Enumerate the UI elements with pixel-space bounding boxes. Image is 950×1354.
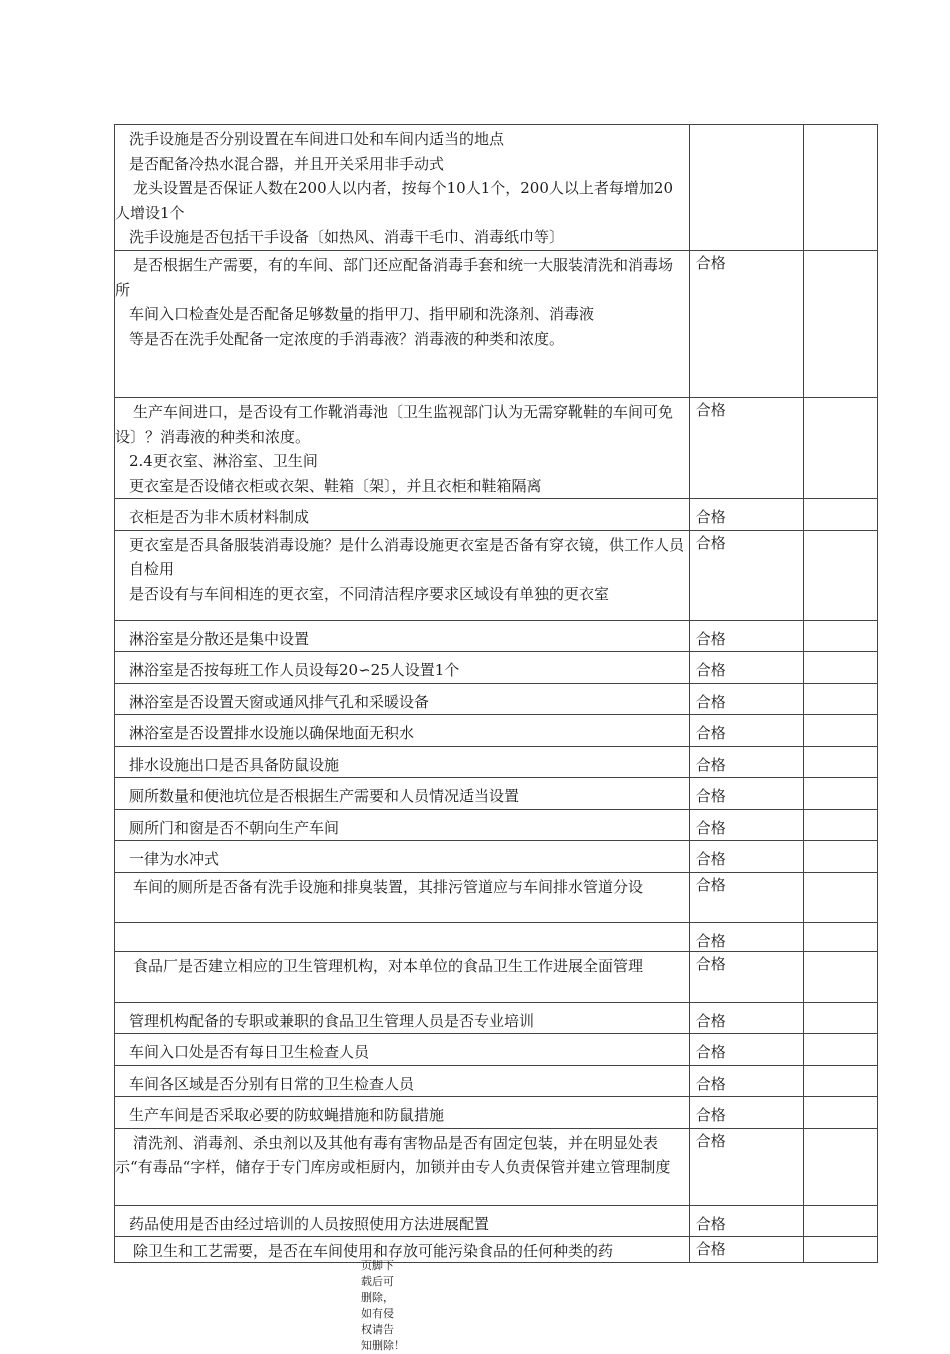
status-cell (689, 1002, 803, 1034)
item-cell (115, 951, 690, 1002)
remark-cell (803, 715, 877, 747)
item-text: 一律为水冲式 (129, 850, 220, 868)
item-text: 清洗剂、消毒剂、杀虫剂以及其他有毒有害物品是否有固定包装，并在明显处表示“有毒品“字样，储存于专门库房或柜厨内，加锁并由专人负责保管并建立管理制度 (115, 1133, 671, 1176)
status-cell (689, 872, 803, 922)
table-row (115, 1065, 878, 1097)
item-cell (115, 499, 690, 531)
remark-cell (803, 951, 877, 1002)
item-text: 淋浴室是否按每班工作人员设每20∽25人设置1个 (129, 661, 460, 679)
item-text: 洗手设施是否包括干手设备〔如热风、消毒干毛巾、消毒纸巾等〕 (129, 228, 565, 246)
status-text: 合格 (695, 629, 726, 648)
status-cell (689, 1205, 803, 1237)
table-row (115, 715, 878, 747)
item-text: 厕所门和窗是否不朝向生产车间 (129, 818, 340, 837)
table-row (115, 841, 878, 873)
table-row (115, 499, 878, 531)
status-cell (689, 499, 803, 531)
item-cell (115, 620, 690, 652)
item-text: 除卫生和工艺需要，是否在车间使用和存放可能污染食品的任何种类的药 (133, 1242, 614, 1260)
item-cell (115, 715, 690, 747)
remark-cell (803, 125, 877, 251)
item-text: 是否根据生产需要，有的车间、部门还应配备消毒手套和统一大服装清洗和消毒场所 (115, 256, 674, 299)
remark-cell (803, 1034, 877, 1066)
status-text: 合格 (695, 661, 726, 679)
item-text: 洗手设施是否分别设置在车间进口处和车间内适当的地点 (129, 130, 505, 148)
table-row (115, 530, 878, 620)
status-cell (689, 683, 803, 715)
footer-line: 知删除！ (361, 1339, 405, 1352)
remark-cell (803, 530, 877, 620)
item-cell (115, 652, 690, 684)
item-text: 车间入口检查处是否配备足够数量的指甲刀、指甲刷和洗涤剂、消毒液 (129, 305, 595, 323)
table-row (115, 1002, 878, 1034)
remark-cell (803, 746, 877, 778)
item-text: 排水设施出口是否具备防鼠设施 (129, 755, 340, 774)
item-cell (115, 530, 690, 620)
remark-cell (803, 683, 877, 715)
table-row (115, 872, 878, 922)
item-text: 厕所数量和便池坑位是否根据生产需要和人员情况适当设置 (129, 787, 520, 805)
footer-line: 载后可 (361, 1275, 394, 1288)
remark-cell (803, 652, 877, 684)
status-text: 合格 (695, 724, 726, 742)
status-cell (689, 530, 803, 620)
status-cell (689, 620, 803, 652)
remark-cell (803, 809, 877, 841)
status-text: 合格 (695, 1131, 726, 1150)
item-cell (115, 922, 690, 951)
remark-cell (803, 499, 877, 531)
item-cell (115, 398, 690, 499)
item-cell (115, 125, 690, 251)
status-cell (689, 251, 803, 398)
status-text: 合格 (695, 1043, 726, 1061)
remark-cell (803, 841, 877, 873)
table-row (115, 922, 878, 951)
footer-line: 如有侵 (361, 1307, 394, 1320)
item-text: 2.4更衣室、淋浴室、卫生间 (129, 452, 318, 470)
table-row (115, 251, 878, 398)
item-cell (115, 1034, 690, 1066)
status-text: 合格 (695, 875, 726, 894)
table-row (115, 778, 878, 810)
item-text: 更衣室是否具备服装消毒设施？是什么消毒设施更衣室是否备有穿衣镜，供工作人员自检用 (129, 535, 685, 578)
item-text: 药品使用是否由经过培训的人员按照使用方法进展配置 (129, 1214, 490, 1233)
remark-cell (803, 620, 877, 652)
item-text: 淋浴室是否设置天窗或通风排气孔和采暖设备 (129, 692, 430, 711)
inspection-table (114, 124, 878, 1263)
item-text: 车间的厕所是否备有洗手设施和排臭装置，其排污管道应与车间排水管道分设 (133, 877, 644, 896)
remark-cell (803, 398, 877, 499)
status-text: 合格 (695, 954, 726, 973)
item-cell (115, 1002, 690, 1034)
item-text: 车间各区域是否分别有日常的卫生检查人员 (129, 1074, 415, 1093)
status-text: 合格 (695, 818, 726, 837)
item-text: 生产车间是否采取必要的防蚊蝇措施和防鼠措施 (129, 1106, 445, 1124)
status-cell (689, 951, 803, 1002)
table-row (115, 1237, 878, 1263)
status-text: 合格 (695, 1011, 726, 1030)
table-row (115, 951, 878, 1002)
status-cell (689, 1065, 803, 1097)
status-text: 合格 (695, 1106, 726, 1124)
item-cell (115, 872, 690, 922)
status-text: 合格 (695, 254, 726, 272)
item-cell (115, 778, 690, 810)
footer-line: 权请告 (361, 1323, 394, 1336)
footer-line: 页脚下 (361, 1259, 394, 1272)
table-row (115, 1128, 878, 1205)
status-cell (689, 398, 803, 499)
remark-cell (803, 1065, 877, 1097)
remark-cell (803, 251, 877, 398)
table-row (115, 1205, 878, 1237)
item-cell (115, 1205, 690, 1237)
status-text (690, 125, 803, 127)
status-cell (689, 809, 803, 841)
page-footer (361, 1258, 413, 1354)
status-cell (689, 652, 803, 684)
status-text: 合格 (695, 508, 726, 526)
table-row (115, 652, 878, 684)
item-cell (115, 746, 690, 778)
item-text: 车间入口处是否有每日卫生检查人员 (129, 1043, 370, 1061)
item-text: 更衣室是否设储衣柜或衣架、鞋箱〔架〕，并且衣柜和鞋箱隔离 (129, 476, 542, 495)
item-text: 是否配备冷热水混合器，并且开关采用非手动式 (129, 154, 445, 173)
status-text: 合格 (695, 931, 726, 950)
status-cell (689, 746, 803, 778)
table-row (115, 809, 878, 841)
status-cell (689, 125, 803, 251)
status-cell (689, 841, 803, 873)
remark-cell (803, 1205, 877, 1237)
table-row (115, 1097, 878, 1129)
item-text: 食品厂是否建立相应的卫生管理机构，对本单位的食品卫生工作进展全面管理 (133, 956, 644, 975)
status-cell (689, 715, 803, 747)
status-text: 合格 (695, 1240, 726, 1258)
table-row (115, 125, 878, 251)
status-text: 合格 (695, 533, 726, 552)
item-text: 龙头设置是否保证人数在200人以内者，按每个10人1个，200人以上者每增加20人增设1个 (115, 179, 673, 222)
status-text: 合格 (695, 1214, 726, 1233)
status-cell (689, 1034, 803, 1066)
item-cell (115, 809, 690, 841)
item-text: 淋浴室是否设置排水设施以确保地面无积水 (129, 724, 415, 742)
status-cell (689, 1128, 803, 1205)
status-cell (689, 1237, 803, 1263)
remark-cell (803, 922, 877, 951)
item-cell (115, 1065, 690, 1097)
remark-cell (803, 1002, 877, 1034)
item-cell (115, 683, 690, 715)
status-cell (689, 778, 803, 810)
item-text: 管理机构配备的专职或兼职的食品卫生管理人员是否专业培训 (129, 1011, 535, 1030)
table-row (115, 1034, 878, 1066)
item-text: 是否设有与车间相连的更衣室，不同清洁程序要求区域设有单独的更衣室 (129, 584, 610, 603)
remark-cell (803, 1128, 877, 1205)
status-text: 合格 (695, 787, 726, 805)
status-text: 合格 (695, 850, 726, 868)
status-cell (689, 922, 803, 951)
item-text: 淋浴室是分散还是集中设置 (129, 629, 310, 648)
footer-line: 删除， (361, 1291, 394, 1304)
table-row (115, 398, 878, 499)
status-text: 合格 (695, 755, 726, 774)
status-text: 合格 (695, 401, 726, 419)
table-row (115, 620, 878, 652)
remark-cell (803, 778, 877, 810)
item-text: 生产车间进口，是否设有工作靴消毒池〔卫生监视部门认为无需穿靴鞋的车间可免设〕？消毒液的种类和浓度。 (115, 403, 674, 446)
item-cell (115, 1097, 690, 1129)
remark-cell (803, 1237, 877, 1263)
item-cell (115, 251, 690, 398)
item-cell (115, 1128, 690, 1205)
status-text: 合格 (695, 1074, 726, 1093)
item-text: 等是否在洗手处配备一定浓度的手消毒液？消毒液的种类和浓度。 (129, 329, 565, 348)
item-cell (115, 841, 690, 873)
table-row (115, 746, 878, 778)
remark-cell (803, 1097, 877, 1129)
remark-cell (803, 872, 877, 922)
status-text: 合格 (695, 692, 726, 711)
table-row (115, 683, 878, 715)
item-text: 衣柜是否为非木质材料制成 (129, 508, 310, 526)
status-cell (689, 1097, 803, 1129)
